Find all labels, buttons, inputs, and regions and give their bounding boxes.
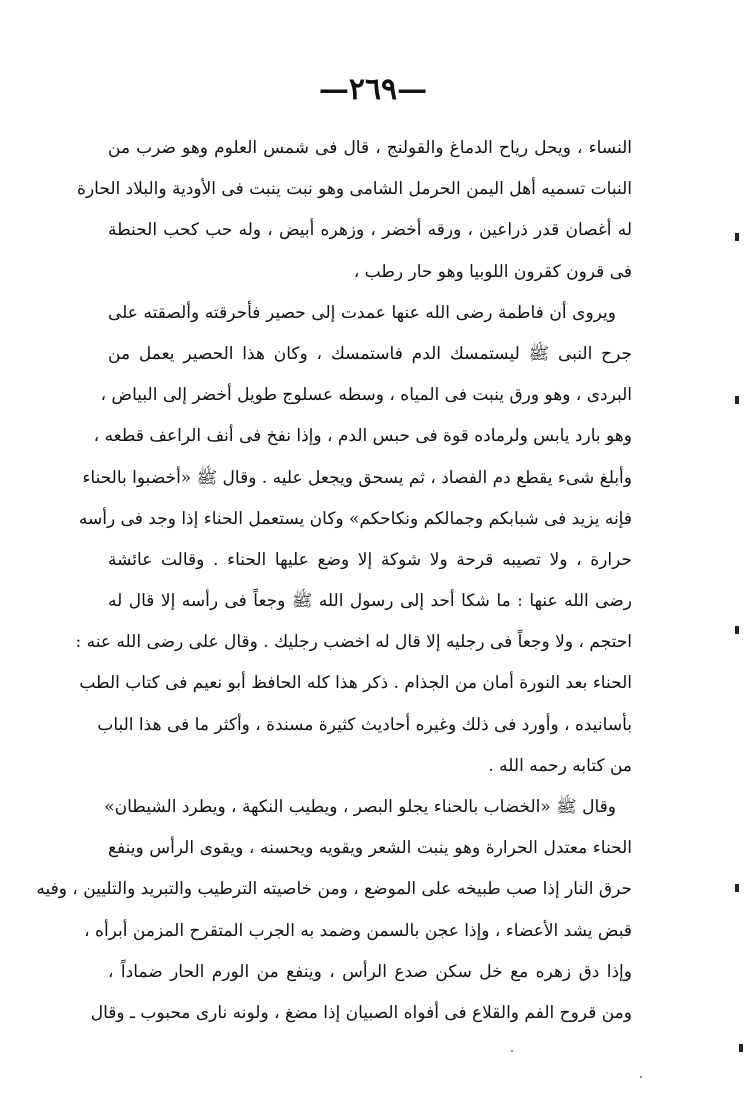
text-line: وإذا دق زهره مع خل سكن صدع الرأس ، وينفع من الورم الحار ضماداً ،: [108, 961, 632, 982]
body-text: [36, 128, 632, 1034]
paper-speck: [511, 1050, 513, 1052]
paragraph-first-line: ويروى أن فاطمة رضى الله عنها عمدت إلى حصير فأحرقته وألصقته على: [108, 302, 616, 323]
text-line: بأسانيده ، وأورد فى ذلك وغيره أحاديث كثيرة مسندة ، وأكثر ما فى هذا الباب: [97, 714, 632, 735]
text-line: فى قرون كقرون اللوبيا وهو حار رطب ،: [353, 261, 632, 282]
paper-speck: [640, 1076, 642, 1078]
margin-mark: [735, 233, 739, 241]
text-line: من كتابه رحمه الله .: [488, 755, 632, 776]
text-line: ومن قروح الفم والقلاع فى أفواه الصبيان إذا مضغ ، ولونه نارى محبوب ـ وقال: [90, 1002, 632, 1023]
text-line: وهو بارد يابس ولرماده قوة فى حبس الدم ، وإذا نفخ فى أنف الراعف قطعه ،: [93, 426, 632, 447]
text-line: فإنه يزيد فى شبابكم وجمالكم ونكاحكم» وكان يستعمل الحناء إذا وجد فى رأسه: [78, 508, 632, 529]
text-line: حرق النار إذا صب طبيخه على الموضع ، ومن خاصيته الترطيب والتبريد والتليين ، وفيه: [36, 879, 632, 900]
text-line: الحناء بعد النورة أمان من الجذام . ذكر هذا كله الحافظ أبو نعيم فى كتاب الطب: [79, 673, 632, 694]
text-line: احتجم ، ولا وجعاً فى رجليه إلا قال له اخضب رجليك . وقال على رضى الله عنه :: [75, 632, 632, 653]
text-line: الحناء معتدل الحرارة وهو ينبت الشعر ويقويه ويحسنه ، ويقوى الرأس وينفع: [108, 838, 632, 859]
text-line: حرارة ، ولا تصيبه قرحة ولا شوكة إلا وضع عليها الحناء . وقالت عائشة: [108, 549, 632, 570]
margin-mark: [735, 884, 739, 892]
margin-mark: [735, 626, 739, 634]
text-line: له أغصان قدر ذراعين ، ورقه أخضر ، وزهره أبيض ، وله حب كحب الحنطة: [108, 220, 632, 241]
margin-mark: [739, 1044, 743, 1052]
text-line: وأبلغ شىء يقطع دم الفصاد ، ثم يسحق ويجعل عليه . وقال ﷺ «أخضبوا بالحناء: [82, 467, 632, 488]
text-line: رضى الله عنها : ما شكا أحد إلى رسول الله ﷺ وجعاً فى رأسه إلا قال له: [108, 591, 632, 612]
text-line: النساء ، ويحل رياح الدماغ والقولنج ، قال فى شمس العلوم وهو ضرب من: [108, 138, 632, 158]
text-line: النبات تسميه أهل اليمن الحرمل الشامى وهو نبت ينبت فى الأودية والبلاد الحارة: [77, 179, 632, 200]
page-number: —٢٦٩—: [318, 72, 428, 107]
text-line: البردى ، وهو ورق ينبت فى المياه ، وسطه عسلوج طويل أخضر إلى البياض ،: [100, 385, 632, 406]
margin-mark: [735, 396, 739, 404]
text-line: جرح النبى ﷺ ليستمسك الدم فاستمسك ، وكان هذا الحصير يعمل من: [108, 343, 632, 364]
paragraph-first-line: وقال ﷺ «الخضاب بالحناء يجلو البصر ، ويطيب النكهة ، ويطرد الشيطان»: [104, 797, 616, 817]
text-line: قبض يشد الأعضاء ، وإذا عجن بالسمن وضمد به الجرب المتقرح المزمن أبرأه ،: [84, 920, 632, 941]
